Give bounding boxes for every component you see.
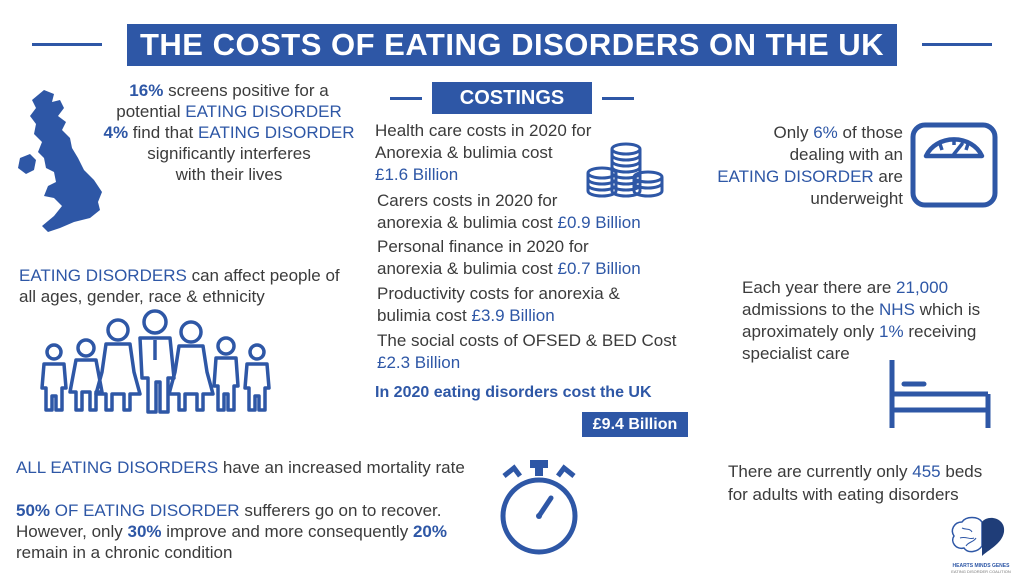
beds-text2: beds <box>945 462 983 481</box>
cost-productivity-line1: Productivity costs for anorexia & <box>377 284 620 303</box>
admissions-stat <box>742 277 1012 365</box>
beds-text1: There are currently only <box>728 462 908 481</box>
screening-text1b: potential <box>116 102 181 121</box>
underweight-pct: 6% <box>813 123 838 142</box>
cost-carers-line2: anorexia & bulimia cost <box>377 213 553 232</box>
admissions-text1: Each year there are <box>742 278 892 297</box>
stopwatch-icon <box>494 458 584 558</box>
costings-rule-right <box>602 97 634 100</box>
admissions-text6: specialist care <box>742 344 850 363</box>
recovery-stat <box>16 500 506 563</box>
cost-summary: In 2020 eating disorders cost the UK <box>375 384 652 401</box>
bed-icon <box>888 358 992 430</box>
cost-item-social <box>377 330 707 374</box>
logo-name: HEARTS MINDS GENES <box>952 563 1010 569</box>
admissions-text4: aproximately only <box>742 322 875 341</box>
mortality-ed: ALL EATING DISORDERS <box>16 458 219 477</box>
admissions-text5: receiving <box>908 322 977 341</box>
affect-ed: EATING DISORDERS <box>19 266 187 285</box>
cost-social-value: £2.3 Billion <box>377 353 461 372</box>
cost-carers-line1: Carers costs in 2020 for <box>377 191 558 210</box>
underweight-text4: are <box>878 167 903 186</box>
cost-total: £9.4 Billion <box>582 412 688 437</box>
coins-icon <box>586 143 666 197</box>
page-title: THE COSTS OF EATING DISORDERS ON THE UK <box>127 24 897 66</box>
recovery-text1: sufferers go on to recover. <box>244 501 442 520</box>
beds-stat <box>728 460 1008 506</box>
screening-ed2: EATING DISORDER <box>198 123 355 142</box>
cost-health-line1: Health care costs in 2020 for <box>375 121 592 140</box>
admissions-nhs: NHS <box>879 300 915 319</box>
cost-carers-value: £0.9 Billion <box>557 213 641 232</box>
cost-item-personal <box>377 236 697 280</box>
recovery-pct3: 20% <box>412 522 447 541</box>
brain-heart-icon <box>950 516 1012 558</box>
title-rule-left <box>32 43 102 46</box>
recovery-pct: 50% <box>16 501 51 520</box>
admissions-text2: admissions to the <box>742 300 875 319</box>
screening-text1a: screens positive for a <box>168 81 329 100</box>
cost-social-line1: The social costs of OFSED & BED Cost <box>377 331 677 350</box>
scale-icon <box>910 122 998 208</box>
screening-text2a: find that <box>132 123 194 142</box>
beds-count: 455 <box>912 462 941 481</box>
cost-health-line2: Anorexia & bulimia cost <box>375 143 553 162</box>
cost-productivity-value: £3.9 Billion <box>471 306 555 325</box>
mortality-text: have an increased mortality rate <box>222 458 465 477</box>
cost-productivity-line2: bulimia cost <box>377 306 467 325</box>
title-rule-right <box>922 43 992 46</box>
affect-text2: all ages, gender, race & ethnicity <box>19 287 265 306</box>
underweight-stat <box>690 122 903 210</box>
screening-ed1: EATING DISORDER <box>185 102 342 121</box>
screening-pct2: 4% <box>103 123 129 142</box>
cost-personal-line2: anorexia & bulimia cost <box>377 259 553 278</box>
screening-stat <box>84 80 374 185</box>
cost-item-health <box>375 120 615 186</box>
underweight-text3: dealing with an <box>789 145 903 164</box>
recovery-text3: remain in a chronic condition <box>16 543 233 562</box>
cost-personal-value: £0.7 Billion <box>557 259 641 278</box>
underweight-text5: underweight <box>810 189 903 208</box>
admissions-pct: 1% <box>879 322 904 341</box>
costings-heading: COSTINGS <box>432 82 592 114</box>
mortality-stat <box>16 457 496 478</box>
recovery-text2b: improve and more consequently <box>166 522 409 541</box>
recovery-text2a: However, only <box>16 522 123 541</box>
underweight-text1: Only <box>773 123 809 142</box>
screening-text2b: significantly interferes <box>147 144 311 163</box>
underweight-ed: EATING DISORDER <box>717 167 874 186</box>
admissions-count: 21,000 <box>896 278 949 297</box>
cost-item-productivity <box>377 283 697 327</box>
hearts-minds-genes-logo <box>950 516 1012 574</box>
screening-text2c: with their lives <box>175 165 283 184</box>
affect-text1: can affect people of <box>191 266 340 285</box>
cost-personal-line1: Personal finance in 2020 for <box>377 237 589 256</box>
beds-text3: for adults with eating disorders <box>728 485 959 504</box>
recovery-ed: OF EATING DISORDER <box>54 501 240 520</box>
logo-tagline: EATING DISORDER COALITION <box>951 569 1011 574</box>
costings-rule-left <box>390 97 422 100</box>
cost-item-carers <box>377 190 697 234</box>
cost-health-value: £1.6 Billion <box>375 165 459 184</box>
underweight-text2: of those <box>842 123 903 142</box>
affect-stat <box>19 265 369 307</box>
people-icon <box>38 310 274 414</box>
recovery-pct2: 30% <box>127 522 162 541</box>
admissions-text3: which is <box>919 300 981 319</box>
screening-pct1: 16% <box>129 81 164 100</box>
